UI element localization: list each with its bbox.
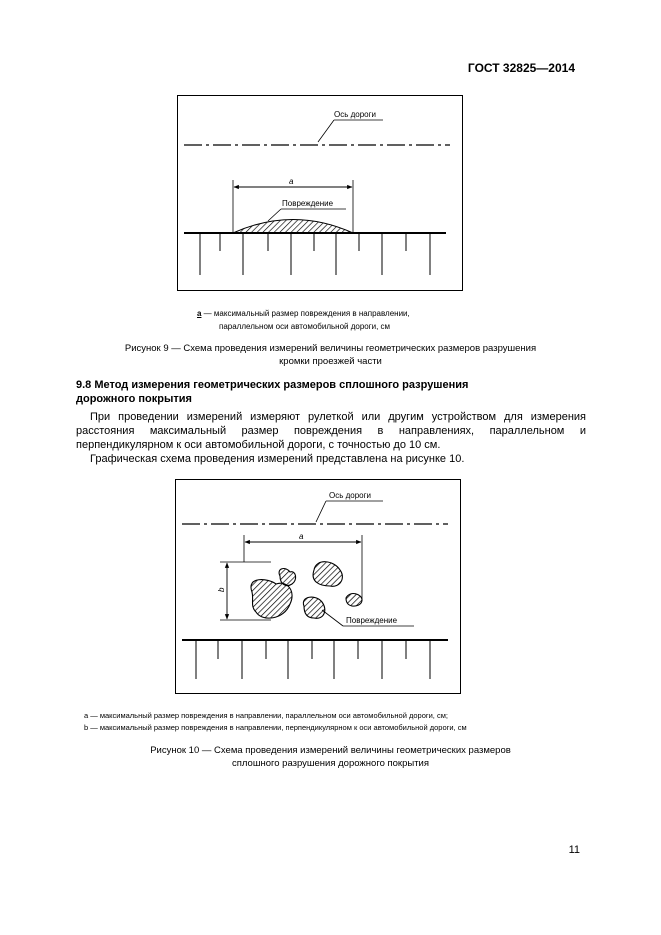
damage-label: Повреждение (346, 616, 398, 625)
pavement-ticks (196, 640, 430, 679)
figure-10-diagram (176, 480, 462, 695)
page-number: 11 (568, 844, 580, 856)
paragraph-1: При проведении измерений измеряют рулеткой или другим устройством для измерения расстояния максимальный размер повреждения в направлениях, параллельном и перпендикулярном к оси автомобильной дороги, с точностью до 10 см. (76, 411, 586, 451)
figure-9-legend-line2: параллельном оси автомобильной дороги, см (219, 322, 391, 331)
figure-10-caption-line1: Рисунок 10 — Схема проведения измерений величины геометрических размеров (150, 745, 511, 756)
standard-code: ГОСТ 32825—2014 (467, 61, 575, 75)
paragraph-2: Графическая схема проведения измерений представлена на рисунке 10. (90, 453, 465, 465)
figure-10-caption (60, 744, 601, 770)
damage-blob (303, 597, 324, 618)
legend-a-text: — максимальный размер повреждения в направлении, (201, 309, 410, 318)
figure-9-caption-line1: Рисунок 9 — Схема проведения измерений величины геометрических размеров разрушения (124, 343, 537, 354)
section-heading-line2: дорожного покрытия (76, 393, 192, 405)
damage-shape (233, 220, 353, 234)
damage-blob (279, 569, 296, 586)
figure-10-legend-line-b: b — максимальный размер повреждения в направлении, перпендикулярном к оси автомобильной дороги, см (84, 723, 467, 732)
road-axis-leader (316, 501, 326, 522)
damage-blob (346, 594, 362, 607)
figure-9-frame (177, 95, 463, 291)
dimension-b-label: b (217, 587, 226, 592)
figure-9-caption-line2: кромки проезжей части (279, 356, 382, 367)
road-axis-label: Ось дороги (329, 491, 372, 500)
figure-9-caption (60, 342, 601, 368)
dimension-a-label: a (289, 177, 294, 186)
figure-10-legend-line-a: a — максимальный размер повреждения в направлении, параллельном оси автомобильной дороги, см; (84, 711, 448, 720)
figure-10-legend (84, 710, 564, 734)
damage-blobs (251, 562, 362, 619)
road-axis-leader (318, 120, 334, 142)
section-heading (76, 378, 596, 406)
pavement-ticks (200, 233, 430, 275)
damage-label: Повреждение (282, 199, 334, 208)
figure-10-frame (175, 479, 461, 694)
figure-9-legend (197, 307, 477, 333)
figure-9-diagram (178, 96, 464, 292)
figure-9-legend-line1 (197, 307, 477, 320)
legend-symbol-a: a (197, 309, 202, 318)
section-heading-line1: 9.8 Метод измерения геометрических размеров сплошного разрушения (76, 379, 469, 391)
dimension-a-label: a (299, 532, 304, 541)
damage-blob (313, 562, 342, 587)
road-axis-label: Ось дороги (334, 110, 377, 119)
figure-10-caption-line2: сплошного разрушения дорожного покрытия (232, 758, 429, 769)
